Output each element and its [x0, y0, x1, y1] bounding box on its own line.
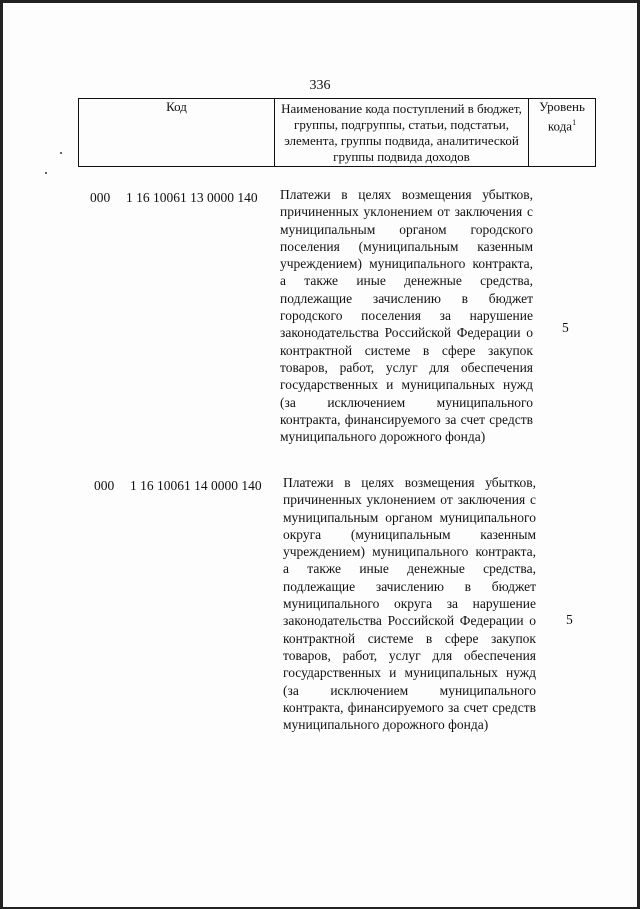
- header-table: [78, 98, 596, 167]
- header-level: [529, 99, 596, 167]
- header-level-label: Уровень кода: [539, 99, 585, 134]
- row-code: 1 16 10061 14 0000 140: [130, 478, 262, 493]
- row-level: 5: [566, 612, 573, 627]
- scan-border-left: [0, 0, 3, 909]
- row-description: Платежи в целях возмещения убытков, причиненных уклонением от заключения с муниципальным органом муниципального округа (муниципальным казенным учреждением) муниципального контракта, а также иные денежные средства, подлежащие зачислению в бюджет муниципального округа за нарушение законодательства Российской Федерации о контрактной системе в сфере закупок товаров, работ, услуг для обеспечения государственных и муниципальных нужд (за исключением муниципального контракта, финансируемого за счет средств муниципального дорожного фонда): [283, 475, 536, 733]
- row-prefix: 000: [90, 190, 111, 205]
- header-level-footnote: 1: [572, 118, 577, 127]
- scan-speck: [60, 152, 62, 154]
- row-code: 1 16 10061 13 0000 140: [126, 190, 258, 205]
- scan-speck: [45, 172, 47, 174]
- header-code: [79, 99, 275, 167]
- scan-border-top: [0, 0, 640, 3]
- page-number: 336: [309, 78, 331, 93]
- header-name-label: Наименование кода поступлений в бюджет, группы, подгруппы, статьи, подстатьи, элемента, группы подвида, аналитической группы подвида доходов: [281, 101, 522, 164]
- header-code-label: Код: [166, 99, 187, 114]
- header-name: [275, 99, 529, 167]
- row-prefix: 000: [94, 478, 115, 493]
- row-description: Платежи в целях возмещения убытков, причиненных уклонением от заключения с муниципальным органом городского поселения (муниципальным казенным учреждением) муниципального контракта, а также иные денежные средства, подлежащие зачислению в бюджет городского поселения за нарушение законодательства Российской Федерации о контрактной системе в сфере закупок товаров, работ, услуг для обеспечения государственных и муниципальных нужд (за исключением муниципального контракта, финансируемого за счет средств муниципального дорожного фонда): [280, 187, 533, 445]
- row-level: 5: [562, 320, 569, 335]
